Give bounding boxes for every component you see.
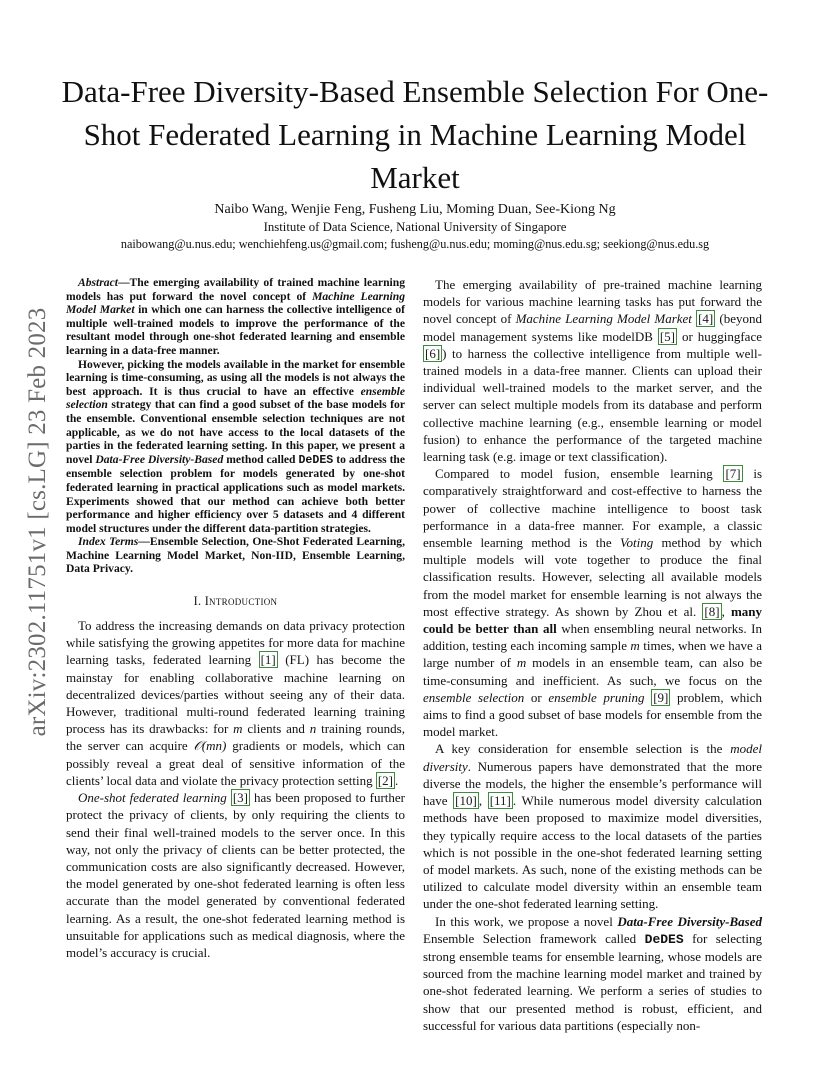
citation-link[interactable]: [6] [425,345,441,361]
citation-link[interactable]: [9] [653,689,669,705]
index-terms-label: Index Terms [78,535,139,549]
intro-paragraph-6: In this work, we propose a novel Data-Free Diversity-Based Ensemble Selection framework called DeDES for selecting strong ensemble teams for ensemble learning, whose models are sourced from the machine learning model market and trained by one-shot federated learning. We perform a series of studies to show that our presented method is robust, efficient, and successful for various data partitions (especially non- [423,913,762,1033]
method-name: DeDES [644,931,684,947]
arxiv-identifier-text: arXiv:2302.11751v1 [cs.LG] 23 Feb 2023 [24,307,51,737]
citation-link[interactable]: [11] [489,793,511,809]
abstract [66,276,405,576]
abstract-paragraph-2: However, picking the models available in the market for ensemble learning is time-consuming, as using all the models is not always the best approach. It is thus crucial to have an effective ensemble selection strategy that can find a good subset of the base models for the ensemble. Conventional ensemble selection techniques are not applicable, as we do not have access to the local datasets of the parties in the federated learning setting. In this paper, we present a novel Data-Free Diversity-Based method called DeDES to address the ensemble selection problem for models generated by one-shot federated learning in practical applications such as model markets. Experiments showed that our method can achieve both better performance and higher efficiency over 5 datasets and 4 different model structures under the different data-partition strategies. [66,357,406,535]
right-column [423,276,762,1034]
abstract-paragraph-1: Abstract—The emerging availability of trained machine learning models has put forward the novel concept of Machine Learning Model Market in which one can harness the collective intelligence of multiple well-trained models to improve the performance of the resultant model through one-shot federated learning and ensemble learning in a data-free manner. [66,276,406,357]
emphasis-many-better-than-all: many could be better than all [423,603,763,637]
method-name: DeDES [298,453,334,467]
index-terms: Index Terms—Ensemble Selection, One-Shot Federated Learning, Machine Learning Model Market, Non-IID, Ensemble Learning, Data Privacy. [66,535,405,576]
paper-title: Data-Free Diversity-Based Ensemble Selection For One-Shot Federated Learning in Machine Learning Model Market [61,74,769,195]
citation-link[interactable]: [1] [260,652,276,668]
intro-paragraph-4: Compared to model fusion, ensemble learning [7] is comparatively straightforward and cost-effective to harness the power of collective machine intelligence to boost task performance in a data-free manner. For example, a classic ensemble learning method is the Voting method by which multiple models will vote together to produce the final classification results. However, selecting all available models from the model market for ensemble learning is not always the most effective strategy. As shown by Zhou et al. [8] , many could be better than all when ensembling neural networks. In addition, testing each incoming sample m times, when we have a large number of m models in an ensemble team, can also be time-consuming and inefficient. As such, we focus on the ensemble selection or ensemble pruning [9] problem, which aims to find a good subset of base models for ensemble from the model market. [423,466,763,740]
intro-paragraph-2: One-shot federated learning [3] has been proposed to further protect the privacy of clients, by only requiring the clients to send their final well-trained models to the server once. In this way, not only the privacy of clients can be better protected, the communication costs are also significantly decreased. However, the model generated by one-shot federated learning is often less accurate than the model generated by conventional federated learning. As a result, the one-shot federated learning method is unsuitable for applications such as medical diagnosis, where the model’s accuracy is crucial. [66,790,405,960]
citation-link[interactable]: [4] [698,311,714,327]
affiliation: Institute of Data Science, National University of Singapore [263,220,567,234]
intro-left-body [66,617,405,961]
author-list: Naibo Wang, Wenjie Feng, Fusheng Liu, Moming Duan, See-Kiong Ng [214,202,616,217]
left-column [66,276,405,961]
citation-link[interactable]: [2] [377,772,394,788]
intro-paragraph-5: A key consideration for ensemble selection is the model diversity. Numerous papers have demonstrated that the more diverse the models, the higher the ensemble’s performance will have [10] , [11] . While numerous model diversity calculation methods have been proposed to maximize model diversities, they typically require access to the local datasets of the parties which is not possible in the one-shot federated learning setting of model markets. As such, none of the existing methods can be utilized to calculate model diversity within an ensemble team under the one-shot federated learning setting. [423,741,762,912]
intro-paragraph-1: To address the increasing demands on data privacy protection while satisfying the growing appetites for more data for machine learning tasks, federated learning [1] (FL) has become the mainstay for enabling collaborative machine learning on decentralized devices/parties without seeing any of their data. However, traditional multi-round federated learning training process has its drawbacks: for m clients and n training rounds, the server can acquire 𝒪(mn) gradients or models, which can possibly reveal a great deal of sensitive information of the clients’ local data and violate the privacy protection setting [2] . [66,618,406,788]
intro-right-body [423,276,762,1034]
section-heading-introduction: I. Introduction [193,594,278,609]
arxiv-identifier [22,288,54,756]
citation-link[interactable]: [10] [455,793,477,809]
abstract-label: Abstract [78,276,118,289]
citation-link[interactable]: [5] [659,328,676,344]
intro-paragraph-3: The emerging availability of pre-trained machine learning models for various machine learning tasks has put forward the novel concept of Machine Learning Model Market [4] (beyond model management systems like modelDB [5] or huggingface [6] ) to harness the collective intelligence from multiple well-trained models in a data-free manner. Clients can upload their individual well-trained models to the market server, and the server can select multiple models from its database and perform collective machine learning (e.g., ensemble learning or model fusion) to enhance the performance of the targeted machine learning task (e.g. image or text classification). [423,277,762,465]
citation-link[interactable]: [8] [704,603,720,619]
author-emails: naibowang@u.nus.edu; wenchiehfeng.us@gmail.com; fusheng@u.nus.edu; moming@nus.edu.sg; seekiong@nus.edu.sg [120,237,710,251]
citation-link[interactable]: [7] [725,466,741,482]
citation-link[interactable]: [3] [232,790,248,806]
